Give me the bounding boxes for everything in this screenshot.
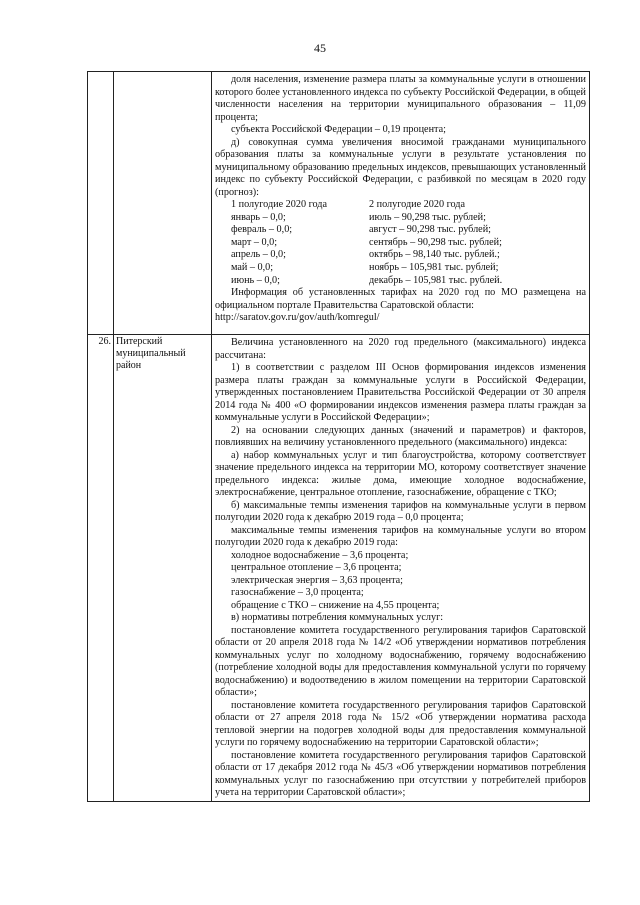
paragraph: д) совокупная сумма увеличения вносимой гражданами муниципального образования платы за коммунальные услуги в результате установления по муниципальному образованию предельных индексов, превышающих установленный индекс по субъекту Российской Федерации, с разбивкой по месяцам в 2020 году (прогноз):	[215, 136, 586, 198]
paragraph: холодное водоснабжение – 3,6 процента;	[231, 549, 409, 561]
info-paragraph: Информация об установленных тарифах на 2020 год по МО размещена на официальном портале Правительства Саратовской области:	[215, 287, 586, 311]
month-value: апрель – 0,0;	[231, 249, 286, 261]
row-number: 26.	[88, 335, 114, 802]
half-year-header: 1 полугодие 2020 года	[231, 199, 328, 210]
content-cell	[212, 335, 590, 802]
paragraph: электрическая энергия – 3,63 процента;	[231, 574, 404, 586]
portal-link[interactable]: http://saratov.gov.ru/gov/auth/komregul/	[215, 312, 380, 324]
month-value: сентябрь – 90,298 тыс. рублей;	[369, 236, 502, 248]
month-value: январь – 0,0;	[231, 211, 286, 223]
paragraph: постановление комитета государственного регулирования тарифов Саратовской области от 27 апреля 2018 года № 15/2 «Об утверждении норматива расхода тепловой энергии на подогрев холодной воды для предоставления коммунальной услуги по горячему водоснабжению на территории Саратовской области»;	[215, 699, 586, 748]
paragraph: 2) на основании следующих данных (значений и параметров) и факторов, повлиявших на величину установленного предельного (максимального) индекса:	[215, 424, 586, 448]
paragraph: постановление комитета государственного регулирования тарифов Саратовской области от 20 апреля 2018 года № 14/2 «Об утверждении нормативов потребления коммунальных услуг по холодному водоснабжению, горячему водоснабжению (потребление холодной воды для предоставления коммунальной услуги по горячему водоснабжению) и водоотведению в жилом помещении на территории Саратовской области»;	[215, 624, 586, 698]
paragraph: а) набор коммунальных услуг и тип благоустройства, которому соответствует значение предельного индекса на территории МО, которому соответствует значение предельного индекса: жилые дома, имеющие холодное водоснабжение, электроснабжение, центральное отопление, газоснабжение, обращение с ТКО;	[215, 449, 586, 498]
page-number: 45	[314, 41, 326, 55]
table-row-continued	[88, 72, 590, 335]
month-value: декабрь – 105,981 тыс. рублей.	[369, 274, 503, 286]
paragraph: доля населения, изменение размера платы за коммунальные услуги в отношении которого более установленного индекса по субъекту Российской Федерации, в общей численности населения на территории муниципального образования – 11,09 процента;	[215, 74, 586, 123]
paragraph: 1) в соответствии с разделом III Основ формирования индексов изменения размера платы граждан за коммунальные услуги в Российской Федерации, утвержденных постановлением Правительства Российской Федерации от 30 апреля 2014 года № 400 «О формировании индексов изменения размера платы граждан за коммунальные услуги в Российской Федерации»;	[215, 362, 586, 423]
paragraph: обращение с ТКО – снижение на 4,55 процента;	[231, 599, 440, 611]
tariff-table	[87, 71, 590, 802]
district-cell	[114, 72, 212, 335]
paragraph: субъекта Российской Федерации – 0,19 процента;	[231, 124, 446, 135]
month-value: июнь – 0,0;	[231, 274, 280, 286]
paragraph: газоснабжение – 3,0 процента;	[231, 587, 364, 598]
table-row-26	[88, 335, 590, 802]
district-name: Питерский муниципальный район	[114, 335, 212, 802]
half-year-header: 2 полугодие 2020 года	[369, 199, 466, 210]
content-cell	[212, 72, 590, 335]
month-value: февраль – 0,0;	[231, 224, 293, 236]
month-value: октябрь – 98,140 тыс. рублей.;	[369, 249, 500, 261]
monthly-breakdown	[215, 199, 586, 287]
month-value: ноябрь – 105,981 тыс. рублей;	[369, 261, 499, 273]
month-value: март – 0,0;	[231, 236, 278, 248]
paragraph: центральное отопление – 3,6 процента;	[231, 562, 402, 573]
month-value: июль – 90,298 тыс. рублей;	[369, 211, 486, 223]
month-value: май – 0,0;	[231, 261, 274, 273]
row-number-cell	[88, 72, 114, 335]
paragraph: Величина установленного на 2020 год предельного (максимального) индекса рассчитана:	[215, 337, 586, 361]
paragraph: максимальные темпы изменения тарифов на коммунальные услуги во втором полугодии 2020 года к декабрю 2019 года:	[215, 524, 586, 548]
paragraph: постановление комитета государственного регулирования тарифов Саратовской области от 17 декабря 2012 года № 45/3 «Об утверждении нормативов потребления коммунальных услуг по газоснабжению при отсутствии у потребителей приборов учета на территории Саратовской области»;	[215, 749, 586, 798]
month-value: август – 90,298 тыс. рублей;	[369, 224, 491, 236]
paragraph: б) максимальные темпы изменения тарифов на коммунальные услуги в первом полугодии 2020 года к декабрю 2019 года – 0,0 процента;	[215, 499, 586, 523]
paragraph: в) нормативы потребления коммунальных услуг:	[231, 612, 444, 623]
